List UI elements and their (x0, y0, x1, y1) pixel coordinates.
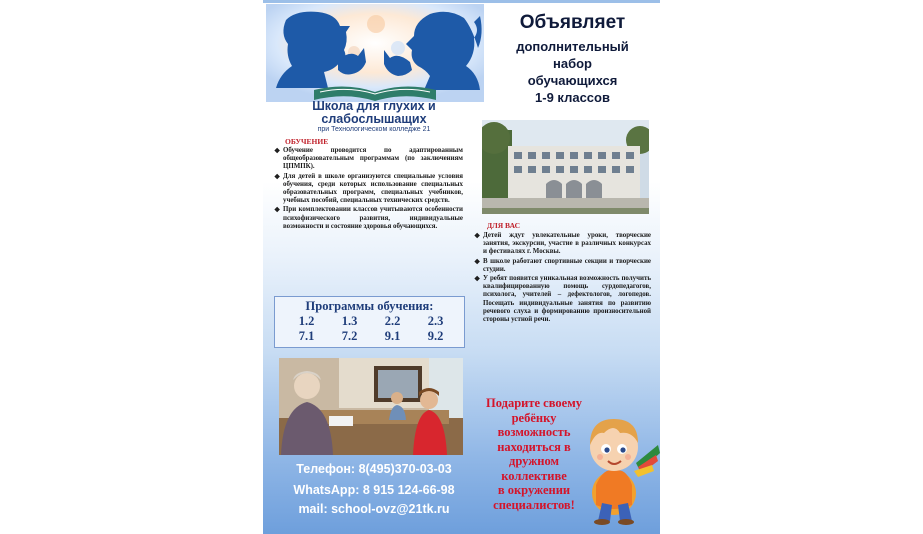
heading-line-grades: 1-9 классов (535, 90, 610, 105)
contact-phone: Телефон: 8(495)370-03-03 (296, 462, 452, 476)
school-affiliation: при Технологическом колледже 21 (317, 126, 431, 133)
programs-title: Программы обучения: (305, 299, 434, 313)
program-code: 7.1 (298, 329, 315, 343)
slogan-line: Подарите своему (486, 396, 582, 410)
slogan-line: ребёнку (511, 410, 557, 425)
program-code: 2.3 (427, 314, 444, 328)
classroom-photo (279, 358, 463, 455)
program-code: 1.2 (298, 314, 315, 328)
slogan-line: коллективе (501, 468, 567, 483)
diamond-bullet-icon: ❖ (274, 172, 281, 181)
diamond-bullet-icon: ❖ (474, 257, 481, 266)
diamond-bullet-icon: ❖ (474, 275, 481, 284)
programs-box (274, 296, 465, 348)
slogan-line: специалистов! (493, 497, 575, 512)
school-name: Школа для глухих и слабослышащих (312, 99, 436, 126)
diamond-bullet-icon: ❖ (274, 147, 281, 155)
list-item: ❖ Детей ждут увлекательные уроки, творческие занятия, экскурсии, участие в различных конкурсах и фестивалях г. Москвы. (474, 232, 651, 256)
list-item: ❖ У ребят появится уникальная возможность получить квалифицированную помощь сурдопедагогов, психолога, учителей – дефектологов, логопедов. Посещать индивидуальные занятия по развитию речевого слуха и формированию произносительной стороны устной речи. (474, 275, 651, 324)
school-building-photo (482, 120, 649, 214)
heading-line-additional: дополнительный (516, 39, 629, 54)
program-code: 7.2 (341, 329, 358, 343)
slogan-line: дружном (509, 454, 559, 468)
list-item: ❖ В школе работают спортивные секции и творческие студии. (474, 257, 651, 273)
diamond-bullet-icon: ❖ (274, 206, 281, 215)
school-logo-silhouettes (266, 4, 484, 102)
list-item: ❖ При комплектовании классов учитываются особенности психофизического развития, индивидуальные возможности и состояние здоровья обучающихся. (274, 206, 463, 230)
contact-email[interactable]: mail: school-ovz@21tk.ru (298, 502, 450, 516)
top-accent-bar (263, 0, 660, 3)
list-item: ❖ Обучение проводится по адаптированным общеобразовательным программам (по заключениям ЦПМПК). (274, 147, 463, 171)
for-you-title: ДЛЯ ВАС (487, 221, 521, 230)
diamond-bullet-icon: ❖ (474, 232, 481, 240)
education-title: ОБУЧЕНИЕ (285, 137, 329, 146)
contact-whatsapp: WhatsApp: 8 915 124-66-98 (293, 483, 455, 497)
announcement-flyer (263, 0, 660, 534)
slogan-line: возможность (497, 425, 571, 439)
slogan-line: в окружении (497, 483, 571, 497)
program-code: 9.1 (384, 329, 401, 343)
education-list (274, 147, 463, 232)
slogan-line: находиться в (497, 439, 571, 454)
programs-grid (285, 314, 457, 344)
heading-line-students: обучающихся (527, 73, 618, 88)
program-code: 9.2 (427, 329, 444, 343)
for-you-list (474, 232, 651, 325)
program-code: 2.2 (384, 314, 401, 328)
heading-line-enrollment: набор (553, 56, 592, 71)
list-item: ❖ Для детей в школе организуются специальные условия обучения, среди которых использование специальных образовательных программ, специальных учебников, учебных пособий, специальных технических средств. (274, 172, 463, 205)
program-code: 1.3 (341, 314, 358, 328)
heading-announces: Объявляет (519, 12, 626, 33)
cartoon-boy-illustration (574, 405, 660, 525)
